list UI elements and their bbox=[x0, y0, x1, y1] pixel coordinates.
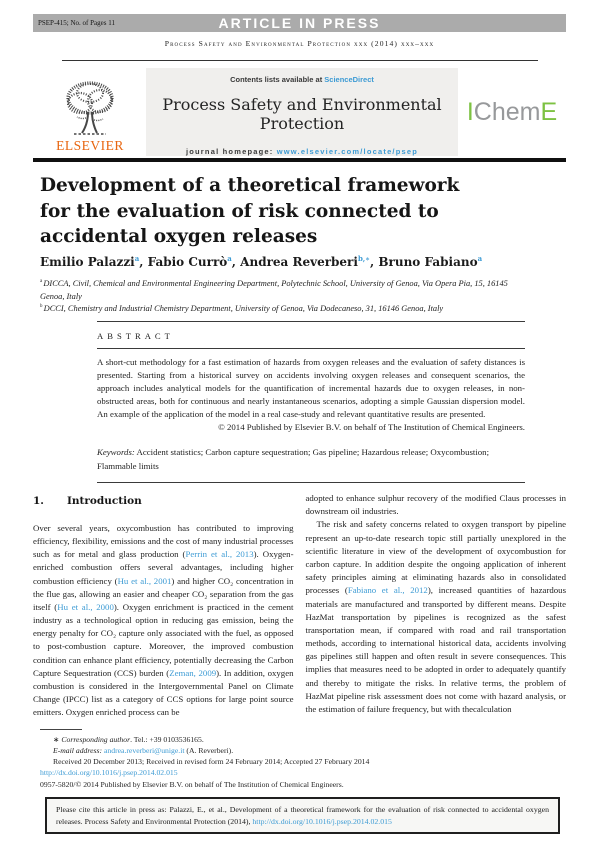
contents-prefix: Contents lists available at bbox=[230, 75, 325, 84]
homepage-prefix: journal homepage: bbox=[185, 147, 277, 156]
inline-link[interactable]: Hu et al., 2001 bbox=[117, 575, 172, 586]
header-rule bbox=[62, 60, 538, 61]
inline-link[interactable]: a bbox=[227, 254, 232, 263]
text-run: Bruno Fabiano bbox=[378, 255, 478, 269]
inline-link[interactable]: Zeman, 2009 bbox=[169, 667, 217, 678]
copyright-line: © 2014 Published by Elsevier B.V. on behalf of The Institution of Chemical Engineers. bbox=[218, 422, 525, 433]
text-run: Corresponding author bbox=[61, 735, 131, 744]
text-run: ). Oxygen enrichment is practiced in the cement industry as a technological option in reducing gas emission, being the energy penalty for CO₂ capture only associated with the fuel, as opposed to post-combustion capture. Moreover, the improved combustion condition can enhance plant efficiency, potentially decreasing the Carbon Capture Sequestration (CCS) burden ( bbox=[33, 601, 294, 678]
text-run: ∗ bbox=[53, 735, 62, 744]
inline-link[interactable]: a bbox=[477, 254, 483, 263]
email-note bbox=[40, 745, 470, 756]
journal-masthead bbox=[40, 68, 560, 156]
section-1-number: 1. bbox=[33, 495, 44, 507]
icheme-logo bbox=[464, 68, 560, 156]
left-column bbox=[33, 492, 294, 720]
inline-link[interactable]: a bbox=[134, 254, 140, 263]
text-run: . Tel.: +39 0103536165. bbox=[130, 735, 204, 744]
text-run: ), increased quantities of hazardous materials are manufactured and transported by different means. Despite HazMat transportation by pipelines is recognized as the safest transportation mean, if compared with road and rail transportation methods, according to international historical data, accidents involving gas pipelines still happen and often result in severe consequences. This implies that measures need to be adopted in order to adequately quantify and thereby to mitigate the risks. In relative terms, the problem of HazMat pipeline risk assessment does not come with hazard analysis, or the estimation of failure frequency, but with thecalculation bbox=[305, 585, 566, 714]
running-head: Process Safety and Environmental Protection xxx (2014) xxx–xxx bbox=[164, 39, 435, 48]
affiliation-a bbox=[40, 278, 510, 303]
article-in-press-banner bbox=[33, 14, 566, 32]
text-run: Keywords: bbox=[97, 447, 135, 458]
inline-link[interactable]: Fabiano et al., 2012 bbox=[347, 585, 428, 596]
elsevier-tree-icon bbox=[61, 79, 119, 137]
affiliation-b bbox=[40, 303, 510, 316]
please-cite-box bbox=[45, 797, 560, 834]
footnote-block bbox=[40, 729, 470, 790]
text-run: ). In addition, oxygen combustion is considered in the Intergovernmental Panel on Climate Change (IPCC) list as a category of CCS options for large point source emitters. Oxygen enriched process can be bbox=[33, 667, 294, 718]
text-run: Please cite this article in press as: Palazzi, E., et al., Development of a theoretical framework for the evaluation of risk connected to accidental oxygen releases. Process Safety and Environmental Protection (2014), bbox=[56, 805, 549, 826]
abstract-text: A short-cut methodology for a fast estimation of hazards from oxygen releases and the evaluation of safety distances is presented. Starting from a historical survey on accidents involving oxygen releases and consequent scenarios, the approach includes analytical models for the quantification of incremental hazards due to oxygen releases, in non-obstructed areas, both for continuous and nearly instantaneous scenarios, adopting a simple Gaussian dispersion model. An example of the application of the model in a real case-study and relevant quantitative results are presented. bbox=[97, 357, 525, 420]
text-run: DCCI, Chemistry and Industrial Chemistry Department, University of Genoa, Via Dodecaneso, 31, 16146 Genoa, Italy bbox=[43, 304, 444, 314]
article-in-press-label: ARTICLE IN PRESS bbox=[218, 15, 381, 31]
text-run: a bbox=[40, 279, 44, 285]
manuscript-number: PSEP-415; No. of Pages 11 bbox=[38, 19, 115, 27]
masthead-center-box bbox=[146, 68, 458, 156]
issn-copyright-line: 0957-5820/© 2014 Published by Elsevier B.V. on behalf of The Institution of Chemical Engineers. bbox=[40, 779, 344, 789]
text-run: The risk and safety concerns related to oxygen transport by pipeline represent an up-to-date research topic still partially unexplored in the scientific literature in view of the development of oxycombustion for carbon capture. In addition despite the ongoing application of inherent safety principles aiming at eliminating hazards also in consolidated processes ( bbox=[305, 519, 566, 596]
author-line bbox=[40, 254, 540, 269]
abstract-bottom-rule bbox=[97, 482, 525, 483]
text-run: , bbox=[231, 255, 241, 269]
elsevier-wordmark: ELSEVIER bbox=[56, 138, 124, 153]
text-run: , bbox=[370, 255, 379, 269]
inline-link[interactable]: http://dx.doi.org/10.1016/j.psep.2014.02.015 bbox=[252, 816, 392, 826]
icheme-wordmark bbox=[467, 98, 557, 127]
icheme-chem: Chem bbox=[473, 97, 541, 126]
corresponding-author-note bbox=[40, 734, 470, 745]
footnote-rule bbox=[40, 729, 82, 730]
article-title: Development of a theoretical framework for the evaluation of risk connected to accidental oxygen releases bbox=[40, 175, 460, 248]
journal-homepage-link[interactable]: www.elsevier.com/locate/psep bbox=[276, 147, 419, 156]
inline-link[interactable]: Hu et al., 2000 bbox=[57, 601, 114, 612]
right-paragraph-2 bbox=[306, 518, 567, 716]
text-run: ). Oxygen-enriched combustion offers several advantages, including higher combustion efficiency ( bbox=[33, 549, 294, 586]
text-run: Emilio Palazzi bbox=[40, 255, 135, 269]
section-1-title: Introduction bbox=[67, 495, 142, 507]
body-columns bbox=[33, 492, 566, 720]
abstract-heading-rule bbox=[97, 348, 525, 349]
affiliations bbox=[40, 278, 510, 316]
abstract-block bbox=[97, 321, 525, 483]
text-run: Andrea Reverberi bbox=[240, 255, 358, 269]
left-paragraph-1 bbox=[33, 522, 294, 720]
keywords-line bbox=[97, 446, 525, 473]
text-run: Fabio Currò bbox=[147, 255, 228, 269]
inline-link[interactable]: andrea.reverberi@unige.it bbox=[103, 746, 185, 756]
journal-title: Process Safety and Environmental Protection bbox=[162, 95, 442, 133]
text-run: E-mail address: bbox=[53, 746, 104, 756]
text-run: b bbox=[40, 304, 44, 310]
icheme-e: E bbox=[540, 97, 558, 126]
text-run: DICCA, Civil, Chemical and Environmental Engineering Department, Polytechnic School, University of Genoa, Via Opera Pia, 15, 16145 Genoa, Italy bbox=[40, 279, 508, 301]
abstract-top-rule bbox=[97, 321, 525, 322]
text-run: , bbox=[139, 255, 148, 269]
homepage-line bbox=[150, 147, 454, 156]
text-run: Accident statistics; Carbon capture sequestration; Gas pipeline; Hazardous release; Oxycombustion; Flammable limits bbox=[97, 447, 490, 471]
elsevier-logo bbox=[40, 68, 140, 156]
right-column bbox=[306, 492, 567, 720]
right-paragraph-1: adopted to enhance sulphur recovery of the modified Claus processes in downstream oil industries. bbox=[305, 493, 566, 517]
masthead-divider bbox=[33, 158, 566, 162]
contents-line bbox=[150, 75, 454, 84]
icheme-i: I bbox=[466, 97, 474, 126]
text-run: Over several years, oxycombustion has contributed to improving efficiency, flexibility, emissions and the cost of many industrial processes such as for metal and glass production ( bbox=[33, 522, 294, 560]
text-run: (A. Reverberi). bbox=[184, 746, 234, 756]
text-run: ) and higher CO₂ concentration in the flue gas, allowing an easier and cheaper CO₂ separation from the gas itself ( bbox=[33, 575, 294, 612]
inline-link[interactable]: b,∗ bbox=[357, 254, 371, 263]
inline-link[interactable]: Perrin et al., 2013 bbox=[185, 549, 254, 560]
doi-link[interactable]: http://dx.doi.org/10.1016/j.psep.2014.02.015 bbox=[40, 768, 178, 778]
sciencedirect-link[interactable]: ScienceDirect bbox=[324, 75, 374, 84]
section-1-heading bbox=[33, 494, 294, 510]
abstract-heading: ABSTRACT bbox=[97, 331, 174, 341]
received-dates: Received 20 December 2013; Received in revised form 24 February 2014; Accepted 27 February 2014 bbox=[53, 757, 370, 767]
